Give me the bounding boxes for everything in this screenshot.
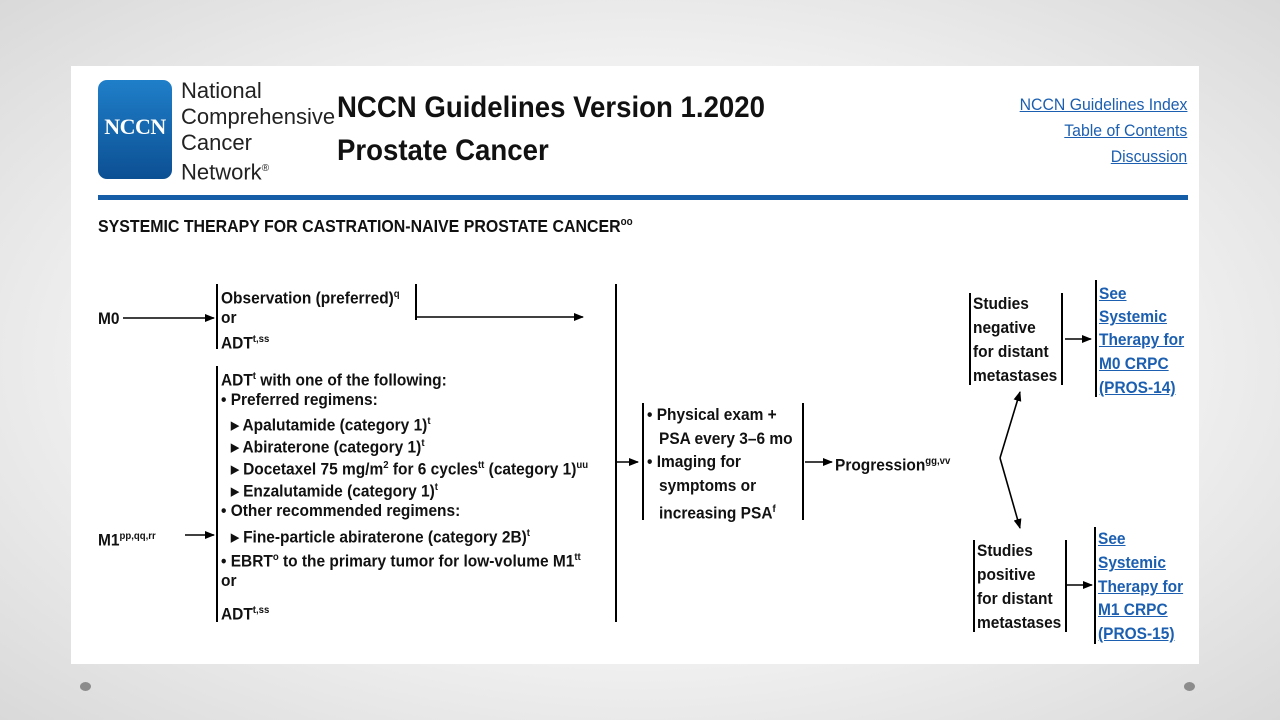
see-m1-crpc-link-5[interactable]: (PROS-15) (1098, 624, 1175, 643)
m1-or: or (221, 571, 237, 590)
m1-adt-header: ADT$^t$ with one of the following: (221, 370, 447, 390)
see-m0-crpc-link-4[interactable]: M0 CRPC (1099, 354, 1169, 373)
org-line-2: Comprehensive (181, 104, 336, 129)
see-m0-crpc-link-5[interactable]: (PROS-14) (1099, 378, 1176, 397)
m1-docetaxel: ▸ Docetaxel 75 $mg/m^2$ for 6 cycles$^{tt}$ (category 1)$^{uu}$ (231, 459, 589, 479)
m1-label: $M1^{pp,qq,rr}$ (98, 530, 156, 550)
guidelines-index-link[interactable]: NCCN Guidelines Index (1019, 95, 1187, 114)
nccn-logo (98, 80, 172, 179)
positive-line-2: positive (977, 565, 1036, 584)
see-m1-crpc-link-4[interactable]: M1 CRPC (1098, 600, 1168, 619)
positive-line-4: metastases (977, 613, 1062, 632)
discussion-link[interactable]: Discussion (1110, 147, 1187, 166)
slide-dot-left (80, 682, 91, 691)
see-m0-crpc-link-3[interactable]: Therapy for (1099, 330, 1185, 349)
m0-adt: $ADT^{t,ss}$ (221, 333, 270, 353)
m0-label: M0 (98, 309, 120, 328)
monitoring-line-3: • Imaging for (647, 452, 741, 471)
negative-line-1: Studies (973, 294, 1029, 313)
slide-card (71, 66, 1199, 664)
positive-line-1: Studies (977, 541, 1033, 560)
m1-apalutamide: ▸ Apalutamide (category 1)$^t$ (231, 415, 431, 435)
m1-adt-alt: $ADT^{t,ss}$ (221, 604, 270, 624)
org-line-4: Network® (181, 159, 270, 185)
monitoring-line-4: symptoms or (659, 476, 757, 495)
section-title: SYSTEMIC THERAPY FOR CASTRATION-NAIVE PROSTATE $CANCER^{oo}$ (98, 216, 633, 236)
negative-link-bracket (1095, 280, 1097, 397)
monitoring-left-bracket (642, 403, 644, 520)
org-line-1: National (181, 78, 262, 103)
positive-right-bracket (1065, 540, 1067, 632)
m0-continue-bracket (415, 284, 417, 320)
header-rule (98, 195, 1188, 200)
monitoring-line-5: increasing PSA$^f$ (659, 503, 776, 523)
m1-enzalutamide: ▸ Enzalutamide (category 1)$^t$ (231, 481, 438, 501)
negative-line-4: metastases (973, 366, 1058, 385)
see-m1-crpc-link-1[interactable]: See (1098, 529, 1126, 548)
split-up-arrow (1000, 392, 1020, 458)
negative-left-bracket (969, 293, 971, 385)
negative-line-3: for distant (973, 342, 1049, 361)
positive-left-bracket (973, 540, 975, 632)
negative-line-2: negative (973, 318, 1036, 337)
m0-observation: Observation (preferred)$^q$ (221, 288, 400, 308)
m1-fine-particle: ▸ Fine-particle abiraterone (category 2B)$^t$ (231, 527, 530, 547)
see-m1-crpc-link-2[interactable]: Systemic (1098, 553, 1166, 572)
m1-other-heading: • Other recommended regimens: (221, 501, 461, 520)
see-m0-crpc-link-2[interactable]: Systemic (1099, 307, 1167, 326)
slide-dot-right (1184, 682, 1195, 691)
regimens-right-bracket (615, 284, 617, 622)
negative-right-bracket (1061, 293, 1063, 385)
table-of-contents-link[interactable]: Table of Contents (1063, 121, 1187, 140)
logo-text: NCCN (104, 114, 166, 139)
guideline-title: NCCN Guidelines Version 1.2020 (337, 91, 765, 124)
see-m1-crpc-link-3[interactable]: Therapy for (1098, 577, 1184, 596)
split-down-arrow (1000, 458, 1020, 528)
monitoring-line-2: PSA every 3–6 mo (659, 429, 793, 448)
org-name (181, 78, 335, 185)
monitoring-right-bracket (802, 403, 804, 520)
m0-bracket (216, 284, 218, 349)
org-line-3: Cancer (181, 130, 252, 155)
m1-abiraterone: ▸ Abiraterone (category 1)$^t$ (231, 437, 425, 457)
m1-bracket (216, 366, 218, 622)
see-m0-crpc-link-1[interactable]: See (1099, 284, 1127, 303)
positive-link-bracket (1094, 527, 1096, 644)
m0-or: or (221, 308, 237, 327)
monitoring-line-1: • Physical exam + (647, 405, 777, 424)
progression-label: Progression$^{gg,vv}$ (835, 455, 951, 475)
m1-preferred-heading: • Preferred regimens: (221, 390, 378, 409)
m1-ebrt: • EBRT$^o$ to the primary tumor for low-volume $M1^{tt}$ (221, 551, 581, 571)
cancer-title: Prostate Cancer (337, 134, 549, 167)
positive-line-3: for distant (977, 589, 1053, 608)
